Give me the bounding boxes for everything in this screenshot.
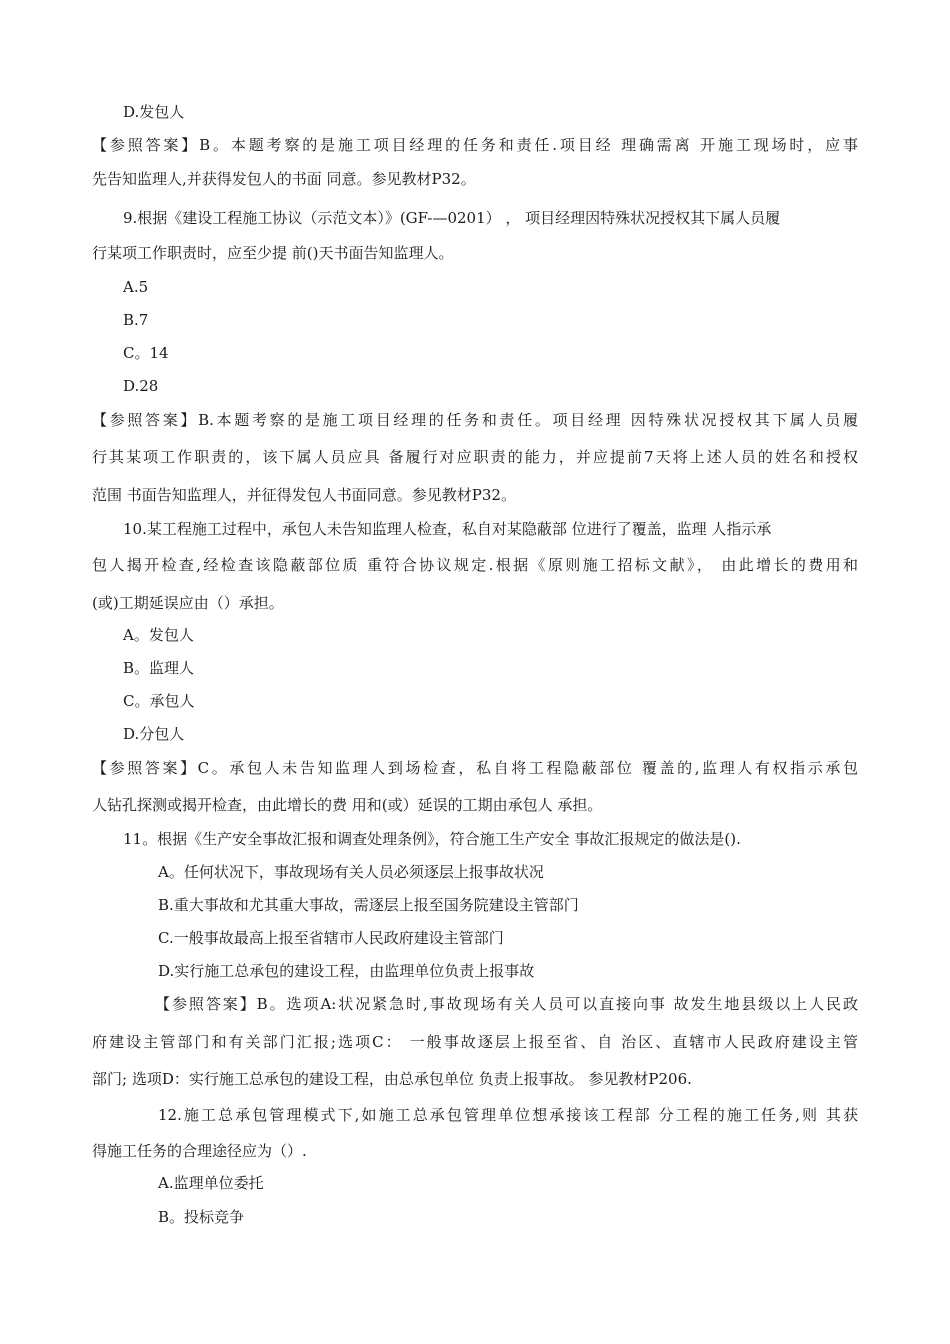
option-line: D.28 (123, 377, 159, 395)
question-line: 10.某工程施工过程中，承包人未告知监理人检查，私自对某隐蔽部 位进行了覆盖，监理 人指示承 (123, 520, 772, 538)
option-line: A.监理单位委托 (158, 1174, 264, 1192)
question-line: 11。根据《生产安全事故汇报和调查处理条例》，符合施工生产安全 事故汇报规定的做法是(). (123, 830, 741, 848)
option-line: D.发包人 (123, 103, 185, 121)
option-line: B.7 (123, 311, 149, 329)
answer-line: 【参照答案】B.本题考察的是施工项目经理的任务和责任。项目经理 因特殊状况授权其下属人员履 (92, 411, 858, 429)
option-line: D.分包人 (123, 725, 185, 743)
answer-line: 范围 书面告知监理人，并征得发包人书面同意。参见教材P32。 (92, 486, 516, 504)
answer-line: 【参照答案】C。承包人未告知监理人到场检查，私自将工程隐蔽部位 覆盖的,监理人有权指示承包 (92, 759, 858, 777)
question-line: 行某项工作职责时，应至少提 前()天书面告知监理人。 (92, 244, 454, 262)
answer-line: 人钻孔探测或揭开检查，由此增长的费 用和(或）延误的工期由承包人 承担。 (92, 796, 603, 814)
option-line: B。监理人 (123, 659, 195, 677)
answer-line: 【参照答案】B。选项A:状况紧急时,事故现场有关人员可以直接向事 故发生地县级以上人民政 (155, 995, 858, 1013)
option-line: B。投标竞争 (158, 1208, 245, 1226)
answer-line: 行其某项工作职责的，该下属人员应具 备履行对应职责的能力，并应提前7天将上述人员的姓名和授权 (92, 448, 858, 466)
answer-line: 【参照答案】B。本题考察的是施工项目经理的任务和责任.项目经 理确需离 开施工现场时，应事 (92, 136, 858, 154)
answer-line: 府建设主管部门和有关部门汇报;选项C： 一般事故逐层上报至省、自 治区、直辖市人民政府建设主管 (92, 1033, 858, 1051)
question-line: 12.施工总承包管理模式下,如施工总承包管理单位想承接该工程部 分工程的施工任务,则 其获 (158, 1106, 858, 1124)
option-line: C。承包人 (123, 692, 195, 710)
option-line: D.实行施工总承包的建设工程，由监理单位负责上报事故 (158, 962, 535, 980)
option-line: A.5 (123, 278, 149, 296)
question-line: 9.根据《建设工程施工协议（示范文本）》(GF-—0201） ， 项目经理因特殊状况授权其下属人员履 (123, 209, 781, 227)
answer-line: 先告知监理人,并获得发包人的书面 同意。参见教材P32。 (92, 170, 476, 188)
question-line: (或)工期延误应由（）承担。 (92, 594, 284, 612)
answer-line: 部门; 选项D：实行施工总承包的建设工程，由总承包单位 负责上报事故。 参见教材P206. (92, 1070, 692, 1088)
option-line: C.一般事故最高上报至省辖市人民政府建设主管部门 (158, 929, 504, 947)
question-line: 得施工任务的合理途径应为（）. (92, 1142, 307, 1160)
option-line: A。任何状况下，事故现场有关人员必须逐层上报事故状况 (158, 863, 544, 881)
option-line: A。发包人 (123, 626, 194, 644)
question-line: 包人揭开检查,经检查该隐蔽部位质 重符合协议规定.根据《原则施工招标文献》， 由此增长的费用和 (92, 556, 858, 574)
option-line: C。14 (123, 344, 169, 362)
option-line: B.重大事故和尤其重大事故，需逐层上报至国务院建设主管部门 (158, 896, 579, 914)
